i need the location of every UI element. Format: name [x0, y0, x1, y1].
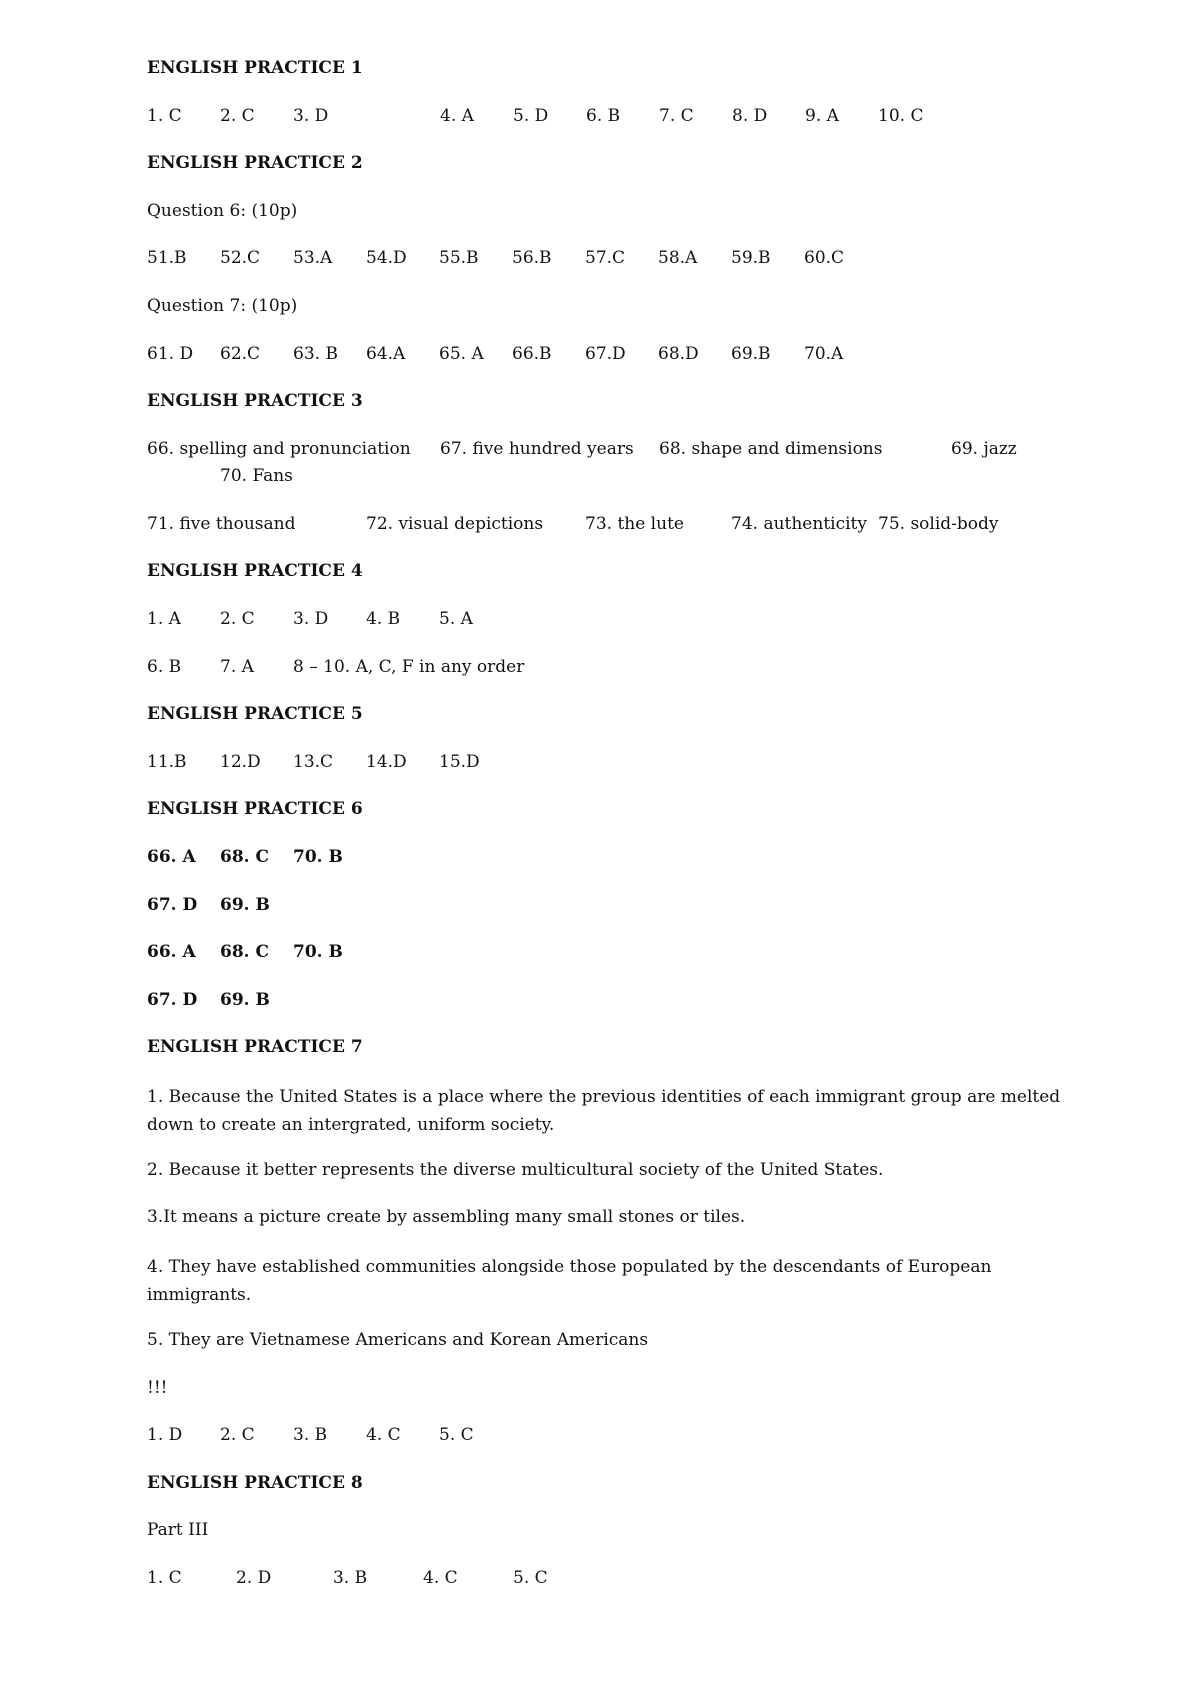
- practice-7-answer-2: 2. Because it better represents the diverse multicultural society of the United States.: [147, 1159, 884, 1180]
- practice-6-row-b1: [147, 893, 1067, 917]
- answer-item: 15.D: [439, 751, 480, 772]
- answer-item: 59.B: [731, 248, 771, 269]
- answer-item: 62.C: [220, 343, 261, 364]
- section-title-practice-7: ENGLISH PRACTICE 7: [147, 1037, 363, 1058]
- answer-item: 61. D: [147, 343, 194, 364]
- answer-item: 12.D: [220, 751, 261, 772]
- practice-3-row-1: [147, 437, 1067, 489]
- question-6-label: Question 6: (10p): [147, 200, 298, 221]
- section-title-practice-4: ENGLISH PRACTICE 4: [147, 561, 363, 582]
- answer-item: 67. D: [147, 894, 198, 915]
- answer-item: 2. C: [220, 105, 255, 126]
- answer-item: 6. B: [147, 656, 182, 677]
- answer-item: 8 – 10. A, C, F in any order: [293, 656, 525, 677]
- answer-item: 67. D: [147, 989, 198, 1010]
- answer-item: 67.D: [585, 343, 626, 364]
- answer-item: 54.D: [366, 248, 407, 269]
- answer-item: 2. C: [220, 1425, 255, 1446]
- practice-7-answer-3: 3.It means a picture create by assembling many small stones or tiles.: [147, 1207, 746, 1228]
- answer-item: 69. B: [220, 989, 270, 1010]
- answer-item: 6. B: [586, 105, 621, 126]
- answer-item: 74. authenticity: [731, 513, 867, 534]
- answer-item: 52.C: [220, 248, 261, 269]
- practice-3-row-2: [147, 512, 1067, 536]
- answer-item: 69.B: [731, 343, 771, 364]
- answer-item: 69. B: [220, 894, 270, 915]
- question-7-label: Question 7: (10p): [147, 295, 298, 316]
- answer-item: 1. D: [147, 1425, 183, 1446]
- answer-item: 75. solid-body: [878, 513, 999, 534]
- practice-7-answer-4: 4. They have established communities alongside those populated by the descendants of European immigrants.: [147, 1257, 992, 1306]
- practice-7-answer-1: 1. Because the United States is a place where the previous identities of each immigrant group are melted down to create an intergrated, uniform society.: [147, 1086, 1061, 1135]
- answer-item: 5. C: [439, 1425, 474, 1446]
- answer-item: 64.A: [366, 343, 406, 364]
- practice-4-row-2: [147, 655, 1067, 679]
- answer-item: 5. A: [439, 608, 473, 629]
- section-title-practice-8: ENGLISH PRACTICE 8: [147, 1472, 363, 1493]
- answer-item: 5. C: [513, 1568, 548, 1589]
- section-title-practice-1: ENGLISH PRACTICE 1: [147, 58, 363, 78]
- answer-item: 73. the lute: [585, 513, 684, 534]
- answer-item: 7. A: [220, 656, 254, 677]
- answer-item: 8. D: [732, 105, 768, 126]
- answer-item: 14.D: [366, 751, 407, 772]
- answer-item: 68. C: [220, 846, 270, 867]
- practice-6-row-b2: [147, 988, 1067, 1012]
- answer-item: 55.B: [439, 248, 479, 269]
- answer-item: 4. C: [366, 1425, 401, 1446]
- answer-item: 66. A: [147, 846, 196, 867]
- answer-item: 57.C: [585, 248, 626, 269]
- answer-item: 1. C: [147, 1568, 182, 1589]
- practice-6-row-a2: [147, 940, 1067, 964]
- answer-item: 2. C: [220, 608, 255, 629]
- answer-item: 63. B: [293, 343, 338, 364]
- section-title-practice-5: ENGLISH PRACTICE 5: [147, 704, 363, 725]
- answer-item: 68.D: [658, 343, 699, 364]
- answer-item: 68. C: [220, 942, 270, 963]
- answer-item: 3. D: [293, 608, 329, 629]
- answer-item: 2. D: [236, 1568, 272, 1589]
- answer-item: 67. five hundred years: [440, 438, 634, 459]
- answer-item: 70. B: [293, 942, 343, 963]
- answer-item: 70. B: [293, 846, 343, 867]
- question-7-answers: [147, 342, 1067, 366]
- answer-item: 1. A: [147, 608, 181, 629]
- answer-item: 11.B: [147, 751, 187, 772]
- answer-item: 3. B: [293, 1425, 328, 1446]
- answer-item: 13.C: [293, 751, 334, 772]
- answer-item: 9. A: [805, 105, 839, 126]
- answer-item: 68. shape and dimensions: [659, 438, 883, 459]
- practice-7-answers: [147, 1423, 1067, 1447]
- answer-item: 5. D: [513, 105, 549, 126]
- answer-item: 60.C: [804, 248, 845, 269]
- answer-item: 58.A: [658, 248, 698, 269]
- question-6-answers: [147, 246, 1067, 270]
- answer-item: 71. five thousand: [147, 513, 296, 534]
- answer-item: 1. C: [147, 105, 182, 126]
- answer-item: 72. visual depictions: [366, 513, 544, 534]
- answer-item: 66. spelling and pronunciation: [147, 438, 411, 459]
- answer-item: 10. C: [878, 105, 924, 126]
- practice-4-row-1: [147, 607, 1067, 631]
- answer-item: 69. jazz: [951, 438, 1017, 459]
- answer-item: 56.B: [512, 248, 552, 269]
- answer-item: 3. B: [333, 1568, 368, 1589]
- answer-item: 51.B: [147, 248, 187, 269]
- answer-item: 4. C: [423, 1568, 458, 1589]
- practice-5-answers: [147, 750, 1067, 774]
- answer-item: 4. B: [366, 608, 401, 629]
- answer-item: 66.B: [512, 343, 552, 364]
- answer-item: 4. A: [440, 105, 474, 126]
- answer-item: 66. A: [147, 942, 196, 963]
- answer-item: 70. Fans: [220, 465, 293, 486]
- answer-item: 53.A: [293, 248, 333, 269]
- answer-item: 70.A: [804, 343, 844, 364]
- answer-item: 7. C: [659, 105, 694, 126]
- answer-item: 3. D: [293, 105, 329, 126]
- exclamation-marker: !!!: [147, 1377, 168, 1398]
- section-title-practice-6: ENGLISH PRACTICE 6: [147, 799, 363, 820]
- answer-item: 65. A: [439, 343, 484, 364]
- practice-6-row-a1: [147, 845, 1067, 869]
- practice-7-answer-5: 5. They are Vietnamese Americans and Korean Americans: [147, 1330, 649, 1351]
- document-page: [147, 56, 1067, 1614]
- practice-1-answers: [147, 104, 1067, 128]
- section-title-practice-2: ENGLISH PRACTICE 2: [147, 153, 363, 174]
- section-title-practice-3: ENGLISH PRACTICE 3: [147, 391, 363, 412]
- practice-8-answers: [147, 1566, 1067, 1590]
- part-label: Part III: [147, 1520, 209, 1541]
